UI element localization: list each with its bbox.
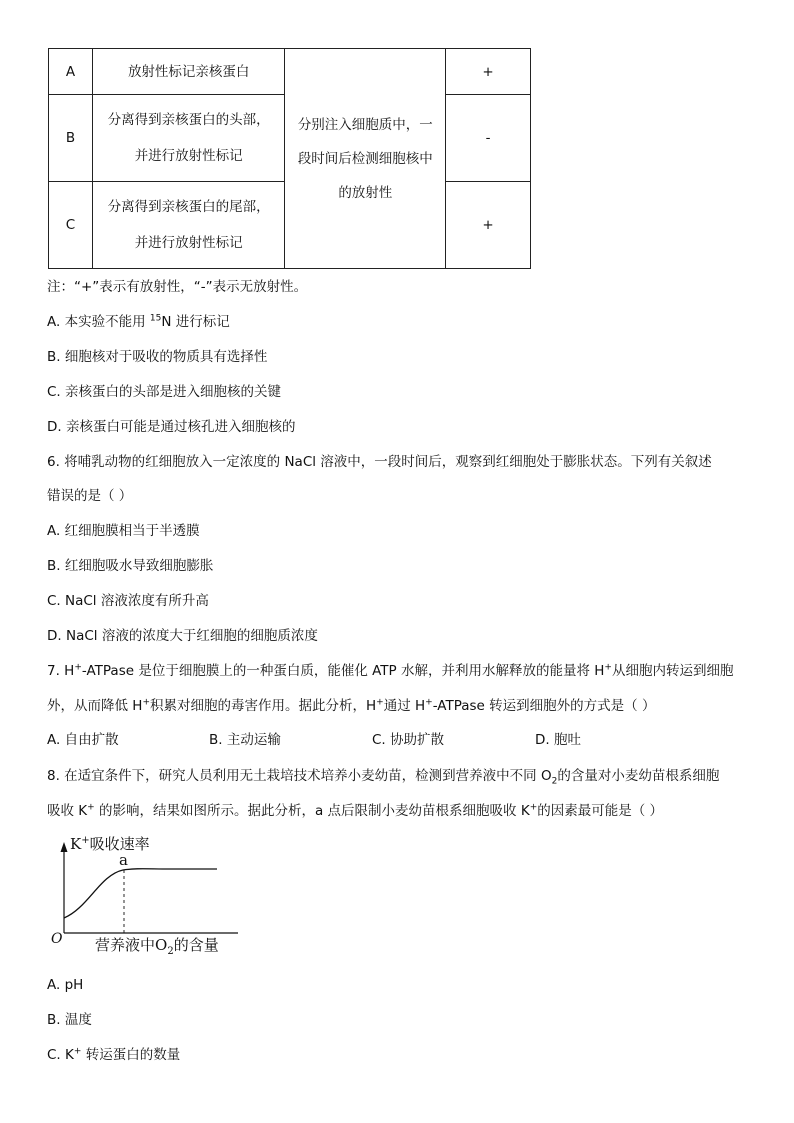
procedure-cell [285, 49, 446, 269]
q7-stem-line [47, 696, 655, 716]
experiment-table [48, 48, 531, 269]
q5-option-a [47, 312, 230, 332]
table-note: 注：“+”表示有放射性，“-”表示无放射性。 [47, 279, 308, 295]
row-result: + [446, 49, 531, 95]
stem-text: 7. H [47, 663, 75, 679]
q5-option-b: B. 细胞核对于吸收的物质具有选择性 [47, 349, 268, 365]
y-axis-label: K+吸收速率 [70, 835, 150, 853]
y-axis-arrow [61, 842, 68, 852]
uptake-curve [64, 869, 217, 918]
row-method [92, 95, 285, 182]
row-label: C [49, 182, 93, 269]
charge-sup: + [529, 802, 538, 813]
procedure-line: 段时间后检测细胞核中 [297, 150, 433, 167]
charge-sup: + [425, 697, 433, 708]
point-a-label: a [119, 851, 128, 869]
stem-text: 从细胞内转运到细胞 [611, 663, 734, 679]
row-result: - [446, 95, 531, 182]
q7-option-d: D. 胞吐 [535, 732, 581, 748]
method-line: 分离得到亲核蛋白的尾部， [107, 199, 270, 215]
option-text: N 进行标记 [161, 314, 230, 330]
q6-option-d: D. NaCl 溶液的浓度大于红细胞的细胞质浓度 [47, 628, 318, 644]
stem-text: 的含量对小麦幼苗根系细胞 [557, 768, 720, 784]
stem-text: -ATPase 转运到细胞外的方式是（ ） [432, 698, 656, 714]
stem-text: 吸收 K [47, 803, 88, 819]
stem-text: 外，从而降低 H [47, 698, 143, 714]
q6-stem-line: 错误的是（ ） [47, 488, 133, 504]
row-result: + [446, 182, 531, 269]
procedure-line: 的放射性 [338, 184, 393, 201]
charge-sup: + [376, 697, 384, 708]
method-line: 并进行放射性标记 [134, 235, 243, 251]
charge-sup: + [142, 697, 150, 708]
row-label: B [49, 95, 93, 182]
method-line: 分离得到亲核蛋白的头部， [107, 112, 270, 128]
option-text: A. 本实验不能用 [47, 314, 150, 330]
q5-option-c: C. 亲核蛋白的头部是进入细胞核的关键 [47, 384, 282, 400]
k-uptake-graph [48, 830, 248, 960]
q6-option-c: C. NaCl 溶液浓度有所升高 [47, 593, 209, 609]
q6-stem-line: 6. 将哺乳动物的红细胞放入一定浓度的 NaCl 溶液中，一段时间后，观察到红细胞处于膨胀状态。下列有关叙述 [47, 454, 712, 470]
q7-option-c: C. 协助扩散 [372, 732, 445, 748]
row-method [92, 182, 285, 269]
row-method: 放射性标记亲核蛋白 [92, 49, 285, 95]
option-text: C. K [47, 1047, 74, 1063]
procedure-line: 分别注入细胞质中，一 [297, 116, 433, 133]
q8-option-a: A. pH [47, 977, 84, 993]
stem-text: 的因素最可能是（ ） [537, 803, 664, 819]
q8-stem-line [47, 801, 663, 821]
q8-stem-line [47, 766, 719, 786]
charge-sup: + [604, 662, 612, 673]
stem-text: 积累对细胞的毒害作用。据此分析，H [150, 698, 377, 714]
origin-label: O [51, 931, 63, 947]
q6-option-b: B. 红细胞吸水导致细胞膨胀 [47, 558, 214, 574]
q7-option-a: A. 自由扩散 [47, 732, 119, 748]
isotope-mass-number: 15 [149, 313, 162, 324]
stem-text: -ATPase 是位于细胞膜上的一种蛋白质，能催化 ATP 水解，并利用水解释放的能量将 H [81, 663, 605, 679]
q7-option-b: B. 主动运输 [209, 732, 281, 748]
subscript: 2 [551, 776, 558, 787]
stem-text: 通过 H [383, 698, 426, 714]
method-line: 并进行放射性标记 [134, 148, 243, 164]
q8-option-b: B. 温度 [47, 1012, 92, 1028]
option-text: 转运蛋白的数量 [81, 1047, 181, 1063]
charge-sup: + [87, 802, 95, 813]
q6-option-a: A. 红细胞膜相当于半透膜 [47, 523, 200, 539]
stem-text: 的影响，结果如图所示。据此分析，a 点后限制小麦幼苗根系细胞吸收 K [94, 803, 530, 819]
q7-stem-line [47, 661, 733, 681]
table-row [49, 49, 531, 95]
x-axis-label: 营养液中$O_2$的含量 [95, 936, 219, 957]
stem-text: 8. 在适宜条件下，研究人员利用无土栽培技术培养小麦幼苗，检测到营养液中不同 O [47, 768, 552, 784]
row-label: A [49, 49, 93, 95]
q5-option-d: D. 亲核蛋白可能是通过核孔进入细胞核的 [47, 419, 296, 435]
charge-sup: + [73, 1046, 82, 1057]
charge-sup: + [74, 662, 82, 673]
q8-option-c [47, 1045, 180, 1065]
